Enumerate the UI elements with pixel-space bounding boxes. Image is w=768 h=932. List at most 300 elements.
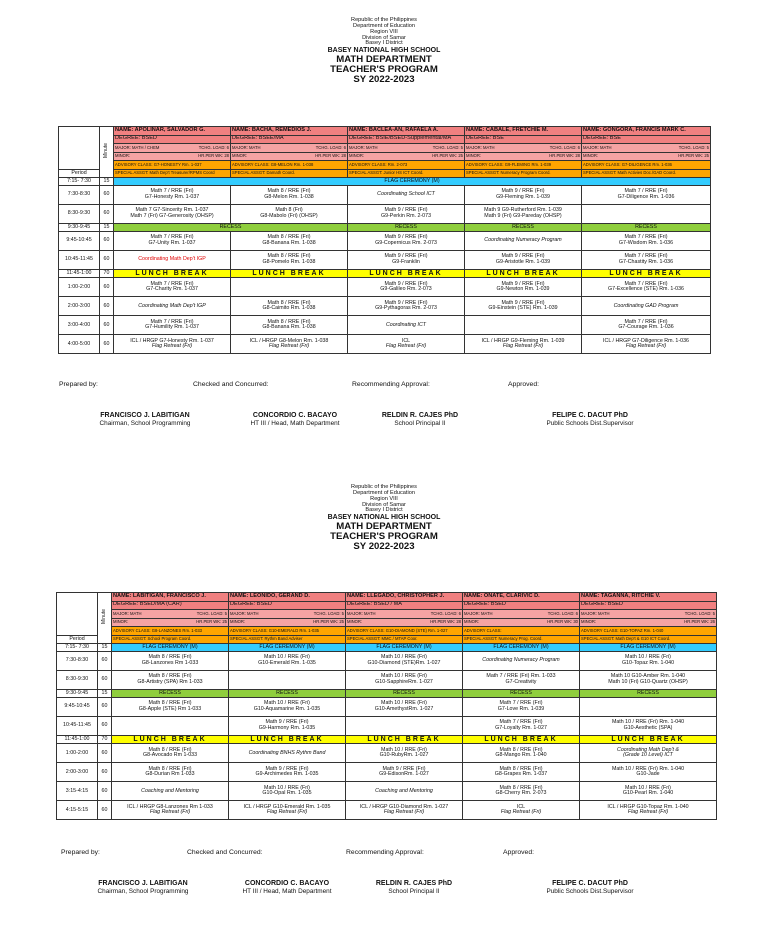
period-row <box>59 232 711 251</box>
cell-line-1: Math 10 / RRE (Fri) <box>264 654 310 661</box>
schedule-cell <box>463 671 580 690</box>
cell-line-1: Math 10 / RRE (Fri) <box>625 784 671 791</box>
cell-line-1: Coordinating School ICT <box>377 191 435 198</box>
cell-content <box>581 674 715 685</box>
recess-cell <box>348 224 465 232</box>
cell-content <box>347 691 461 697</box>
schedule-cell <box>580 801 717 820</box>
teaching-load: TCHG. LOAD: 6 <box>547 610 578 616</box>
cell-line-1: Math 9 / RRE (Fri) <box>384 299 428 306</box>
cell-line-1: Math 10 / RRE (Fri) <box>381 654 427 661</box>
teaching-load: TCHG. LOAD: 5 <box>313 610 344 616</box>
recess-cell <box>580 690 717 698</box>
cell-content <box>232 208 346 219</box>
teacher-info-row <box>59 127 711 136</box>
cell-line-1: Math 7 / RRE (Fri) Rm. 1-033 <box>486 673 556 680</box>
schedule-cell <box>463 717 580 736</box>
cell-line-1: RECESS <box>635 223 657 230</box>
cell-content <box>113 645 227 651</box>
schedule-cell <box>465 232 582 251</box>
period-time: 9:45-10:45 <box>57 698 98 717</box>
cell-content <box>347 701 461 712</box>
teacher-special-assignment: SPECIAL ASSGT: Numeracy Prog. Coord. <box>463 635 580 644</box>
period-minutes: 15 <box>100 178 114 186</box>
period-minutes: 60 <box>100 278 114 297</box>
cell-content <box>466 225 580 231</box>
schedule-cell <box>114 232 231 251</box>
period-time: 7:30-8:30 <box>57 652 98 671</box>
cell-content <box>464 674 578 685</box>
teacher-minor-value: MINOR: <box>349 153 365 159</box>
signatory-principal <box>329 880 499 895</box>
period-time: 9:30-9:45 <box>57 690 98 698</box>
header-school-year: SY 2022-2023 <box>353 73 415 85</box>
header-school-year: SY 2022-2023 <box>353 540 415 552</box>
teacher-minor <box>465 152 582 161</box>
period-row <box>57 801 717 820</box>
period-time: 3:00-4:00 <box>59 316 100 335</box>
cell-content <box>583 320 709 331</box>
period-row <box>57 744 717 763</box>
cell-line-2: Flag Retreat (Fri) <box>627 809 669 816</box>
cell-content <box>232 270 346 277</box>
header-republic: Republic of the Philippines <box>351 17 417 23</box>
recess-cell <box>582 224 711 232</box>
cell-line-2: G10-SapphireRm. 1-027 <box>375 679 433 685</box>
cell-line-1: FLAG CEREMONY (M) <box>376 643 432 650</box>
hours-per-week: HR.PER WK: 26 <box>684 619 715 625</box>
cell-content <box>581 748 715 759</box>
schedule-cell <box>463 782 580 801</box>
cell-line-1: Math 8 / RRE (Fri) <box>148 765 192 772</box>
teacher-minor <box>346 618 463 627</box>
period-minutes: 60 <box>100 335 114 354</box>
schedule-cell <box>231 316 348 335</box>
teacher-major <box>346 610 463 619</box>
cell-line-1: LUNCH BREAK <box>609 270 683 277</box>
schedule-cell <box>465 297 582 316</box>
period-minutes: 15 <box>98 690 112 698</box>
cell-line-1: Math 10 / RRE (Fri) <box>264 784 310 791</box>
teacher-special-assignment: SPECIAL ASSGT: Junior HS ICT Coord. <box>348 169 465 178</box>
hours-per-week: HR.PER WK: 25 <box>432 153 463 159</box>
period-time: 9:45-10:45 <box>59 232 100 251</box>
cell-content <box>466 238 580 244</box>
schedule-cell <box>582 297 711 316</box>
cell-content <box>115 225 346 231</box>
teacher-special-assignment: SPECIAL ASSGT: Damath Coord. <box>231 169 348 178</box>
signatory-title: Public Schools Dist.Supervisor <box>546 420 634 428</box>
cell-line-1: Math 8 / RRE (Fri) <box>148 673 192 680</box>
teacher-special-assignment: SPECIAL ASSGT: Math Activies Doc./GAD Coord. <box>582 169 711 178</box>
teacher-degree: DEGREE: BSIE/BSED-Supplemental/MA <box>348 135 465 144</box>
header-division: Division of Samar <box>362 34 406 41</box>
teacher-name: NAME: LABITIGAN, FRANCISCO J. <box>112 593 229 602</box>
cell-content <box>113 805 227 816</box>
lunch-cell <box>346 736 463 744</box>
schedule-cell <box>580 763 717 782</box>
cell-content <box>464 736 578 743</box>
cell-content <box>349 270 463 277</box>
teacher-major-value: MAJOR: MATH / CHEM <box>115 144 160 150</box>
cell-content <box>230 751 344 757</box>
signatory-title: HT III / Head, Math Department <box>250 420 340 428</box>
cell-line-1: LUNCH BREAK <box>250 736 324 743</box>
cell-line-2: G7-Excellence (STE) Rm. 1-036 <box>608 286 684 293</box>
cell-line-2: G8-Grapes Rm. 1-037 <box>494 771 548 778</box>
cell-line-1: Math 8 / RRE (Fri) <box>267 234 311 241</box>
cell-line-2: G10-Diamond (STE)Rm. 1-027 <box>367 660 441 666</box>
header-district: Basey I District <box>365 40 403 47</box>
schedule-cell <box>114 316 231 335</box>
cell-line-2: G8-Pomelo Rm. 1-038 <box>262 259 316 265</box>
minute-label: Minute <box>100 609 107 625</box>
cell-line-1: Math 7 / RRE (Fri) <box>624 253 668 260</box>
recess-row <box>57 690 717 698</box>
teaching-load: TCHG. LOAD: 5 <box>684 610 715 616</box>
teacher-advisory: ADVISORY CLASS: <box>463 627 580 636</box>
schedule-cell <box>114 297 231 316</box>
minute-label: Minute <box>102 143 109 159</box>
period-time: 1:00-2:00 <box>57 744 98 763</box>
cell-content <box>232 254 346 265</box>
cell-content <box>349 254 463 265</box>
recess-cell <box>229 690 346 698</box>
cell-line-2: G9-Newton Rm. 1-039 <box>496 286 550 293</box>
cell-content <box>581 805 715 816</box>
cell-line-1: Math 9 / RRE (Fri) <box>265 765 309 772</box>
cell-line-2: G10-Jade <box>636 771 660 778</box>
schedule-table <box>58 126 711 354</box>
period-time: 1:00-2:00 <box>59 278 100 297</box>
cell-line-2: G7-Humility Rm. 1-037 <box>145 324 199 331</box>
cell-line-1: Math 10 / RRE (Fri) <box>381 700 427 707</box>
cell-content <box>349 301 463 312</box>
period-minutes: 70 <box>100 270 114 278</box>
teaching-load: TCHG. LOAD: 5 <box>678 144 709 150</box>
cell-line-2: G9-Archimedes Rm. 1-035 <box>255 771 319 778</box>
cell-content <box>230 805 344 816</box>
period-minutes: 60 <box>98 698 112 717</box>
cell-line-1: RECESS <box>512 223 534 230</box>
cell-line-2: G10-Pearl Rm. 1-040 <box>622 790 674 797</box>
schedule-cell <box>346 763 463 782</box>
schedule-cell <box>463 744 580 763</box>
minute-header <box>98 593 112 644</box>
cell-content <box>347 674 461 685</box>
period-minutes: 60 <box>98 801 112 820</box>
cell-line-2: Flag Retreat (Fri) <box>502 343 544 350</box>
schedule-cell <box>114 186 231 205</box>
cell-line-1: LUNCH BREAK <box>367 736 441 743</box>
schedule-cell <box>348 251 465 270</box>
cell-content <box>466 189 580 200</box>
cell-content <box>464 748 578 759</box>
teacher-minor-value: MINOR: <box>230 619 246 625</box>
flag-cell <box>346 644 463 652</box>
period-row <box>59 297 711 316</box>
teacher-info-row <box>59 152 711 161</box>
cell-line-2: G7-Wisdom Rm. 1-036 <box>618 240 674 246</box>
teacher-advisory: ADVISORY CLASS: G7-HONESTY Rm. 1-037 <box>114 161 231 170</box>
sheet-header <box>0 18 768 85</box>
teacher-degree: DEGREE: BSE <box>582 135 711 144</box>
cell-line-1: ICL / HRGP G7-Honesty Rm. 1-037 <box>130 337 214 344</box>
cell-content <box>230 736 344 743</box>
signatory-title: Public Schools Dist.Supervisor <box>546 888 634 896</box>
signatory-principal <box>335 412 505 427</box>
cell-line-1: RECESS <box>510 689 532 696</box>
period-row <box>57 717 717 736</box>
cell-line-2: G8-Artistry (SPA) Rm 1-033 <box>137 679 203 685</box>
period-minutes: 60 <box>100 205 114 224</box>
period-row <box>57 671 717 690</box>
teacher-info-row <box>57 601 717 610</box>
period-minutes: 15 <box>100 224 114 232</box>
teacher-advisory: ADVISORY CLASS: G7-DILIGENCE Rm. 1-036 <box>582 161 711 170</box>
header-republic: Republic of the Philippines <box>351 484 417 490</box>
flag-cell <box>463 644 580 652</box>
recess-cell <box>346 690 463 698</box>
lunch-cell <box>229 736 346 744</box>
flag-cell <box>112 644 229 652</box>
cell-line-1: ICL / HRGP G7-Diligence Rm. 1-036 <box>603 337 689 344</box>
recess-cell <box>112 690 229 698</box>
period-minutes: 15 <box>98 644 112 652</box>
teacher-advisory: ADVISORY CLASS: G9-FLEMING Rm. 1-039 <box>465 161 582 170</box>
cell-line-1: Coordinating Math Dep't & <box>617 746 679 753</box>
cell-content <box>349 323 463 329</box>
teacher-major-value: MAJOR: MATH <box>232 144 261 150</box>
cell-content <box>230 720 344 731</box>
period-row <box>59 316 711 335</box>
teacher-special-assignment: SPECIAL ASSGT: MMC / MTAP Coor. <box>346 635 463 644</box>
header-school: BASEY NATIONAL HIGH SCHOOL <box>327 47 441 55</box>
teaching-load: TCHG. LOAD: 6 <box>315 144 346 150</box>
lunch-cell <box>231 270 348 278</box>
cell-content <box>583 270 709 277</box>
schedule-cell <box>346 717 463 736</box>
cell-line-2: G7-Charity Rm. 1-037 <box>146 286 198 293</box>
cell-line-2: G8-Cherry Rm. 2-073 <box>495 790 547 797</box>
cell-content <box>347 789 461 795</box>
cell-line-1: Math 10 / RRE (Fri) <box>625 654 671 661</box>
schedule-cell <box>582 316 711 335</box>
hours-per-week: HR.PER WK: 28 <box>430 619 461 625</box>
cell-line-1: Math 8 / RRE (Fri) <box>267 299 311 306</box>
signatory-chairman <box>60 412 230 427</box>
cell-line-1: Math 7 / RRE (Fri) <box>624 318 668 325</box>
cell-content <box>466 301 580 312</box>
teacher-minor-value: MINOR: <box>464 619 480 625</box>
teacher-advisory: ADVISORY CLASS: G8-LANZONES Rm. 1-033 <box>112 627 229 636</box>
schedule-cell <box>114 251 231 270</box>
cell-line-1: Math 9 / RRE (Fri) <box>265 719 309 726</box>
teacher-major <box>231 144 348 153</box>
header-deped: Department of Education <box>353 22 415 29</box>
header-region: Region VIII <box>370 495 398 502</box>
header-department: MATH DEPARTMENT <box>336 520 432 532</box>
cell-content <box>583 282 709 293</box>
teacher-major-value: MAJOR: MATH <box>230 610 259 616</box>
approved-label: Approved: <box>508 381 539 388</box>
cell-line-1: Math 7 / RRE (Fri) <box>150 234 194 241</box>
cell-content <box>232 235 346 246</box>
cell-line-1: Math 10 / RRE (Fri) <box>264 700 310 707</box>
schedule-cell <box>465 186 582 205</box>
teaching-load: TCHG. LOAD: 6 <box>430 610 461 616</box>
teacher-major-value: MAJOR: MATH <box>349 144 378 150</box>
period-row <box>59 335 711 354</box>
schedule-cell <box>112 744 229 763</box>
schedule-cell <box>582 278 711 297</box>
cell-content <box>115 304 229 310</box>
schedule-cell <box>346 782 463 801</box>
cell-content <box>581 691 715 697</box>
schedule-cell <box>112 652 229 671</box>
cell-line-2: G9-Fleming Rm. 1-039 <box>496 194 550 200</box>
period-minutes: 60 <box>100 232 114 251</box>
cell-line-1: Coordinating Numeracy Program <box>482 657 560 664</box>
signatory-name: FELIPE C. DACUT PhD <box>552 412 628 419</box>
cell-line-2: G9-Copernicus Rm. 2-073 <box>375 240 437 246</box>
cell-line-2: G8-Durian Rm 1-033 <box>145 771 195 778</box>
teacher-advisory: ADVISORY CLASS: Rm. 2-073 <box>348 161 465 170</box>
cell-content <box>115 179 709 185</box>
cell-content <box>115 208 229 219</box>
period-row <box>59 278 711 297</box>
cell-line-2: G9-Einstein (STE) Rm. 1-039 <box>488 305 558 312</box>
cell-content <box>232 189 346 200</box>
cell-line-2: G7-Chastity Rm. 1-036 <box>618 259 674 265</box>
schedule-cell <box>580 652 717 671</box>
teacher-minor-value: MINOR: <box>232 153 248 159</box>
teacher-special-assignment: SPECIAL ASSGT: Math Dep't Treasurer/RPMS Coord <box>114 169 231 178</box>
recess-cell <box>463 690 580 698</box>
cell-line-2: G8-Banana Rm. 1-038 <box>262 240 316 246</box>
cell-line-2: G9-Aristotle Rm. 1-039 <box>495 259 551 265</box>
period-row <box>57 652 717 671</box>
cell-content <box>464 805 578 816</box>
recess-cell <box>465 224 582 232</box>
cell-content <box>464 701 578 712</box>
period-minutes: 60 <box>98 717 112 736</box>
cell-content <box>232 339 346 350</box>
cell-line-2: G8-Avocado Rm 1-033 <box>142 752 198 759</box>
schedule-cell <box>582 186 711 205</box>
cell-line-1: Math 7 / RRE (Fri) <box>624 188 668 195</box>
lunch-cell <box>465 270 582 278</box>
cell-line-1: Math 10 / RRE (Fri) Rm. 1-040 <box>611 719 685 726</box>
teacher-degree: DEGREE: BSED <box>114 135 231 144</box>
period-row <box>59 251 711 270</box>
cell-line-1: RECESS <box>276 689 298 696</box>
schedule-cell <box>346 698 463 717</box>
schedule-cell <box>229 801 346 820</box>
cell-content <box>113 655 227 666</box>
cell-line-2: G9-Harmony Rm. 1-035 <box>258 725 316 731</box>
schedule-cell <box>231 232 348 251</box>
cell-line-1: LUNCH BREAK <box>611 736 685 743</box>
teacher-major <box>348 144 465 153</box>
teacher-info-row <box>57 618 717 627</box>
teacher-degree: DEGREE: BSED <box>229 601 346 610</box>
cell-line-1: Coordinating ICT <box>385 321 427 328</box>
teacher-major <box>582 144 711 153</box>
cell-content <box>115 282 229 293</box>
schedule-cell <box>229 652 346 671</box>
schedule-cell <box>465 251 582 270</box>
cell-line-2: (Grade 10 Level) ICT <box>623 752 673 759</box>
recommending-label: Recommending Approval: <box>346 849 424 856</box>
cell-content <box>113 789 227 795</box>
cell-content <box>115 189 229 200</box>
cell-line-1: ICL / HRGP G10-Diamond Rm. 1-027 <box>359 803 449 810</box>
header-deped: Department of Education <box>353 489 415 496</box>
cell-line-2: Flag Retreat (Fri) <box>268 343 310 350</box>
period-row <box>59 205 711 224</box>
teacher-degree: DEGREE: BSED <box>463 601 580 610</box>
cell-line-1: Math 8 / RRE (Fri) <box>267 318 311 325</box>
signatory-name: FRANCISCO J. LABITIGAN <box>100 412 190 419</box>
cell-content <box>349 339 463 350</box>
hours-per-week: HR.PER WK: 25 <box>196 619 227 625</box>
cell-content <box>113 674 227 685</box>
period-minutes: 60 <box>100 297 114 316</box>
cell-content <box>230 655 344 666</box>
lunch-row <box>57 736 717 744</box>
schedule-cell <box>229 763 346 782</box>
schedule-cell <box>229 717 346 736</box>
schedule-cell <box>463 698 580 717</box>
cell-content <box>230 701 344 712</box>
teacher-special-assignment: SPECIAL ASSGT: Math Dep't & G10 ICT Coord. <box>580 635 717 644</box>
cell-line-2: G10-RubyRm. 1-027 <box>379 752 429 759</box>
cell-line-1: ICL <box>401 337 411 344</box>
teacher-minor-value: MINOR: <box>466 153 482 159</box>
schedule-cell <box>229 698 346 717</box>
teacher-minor <box>112 618 229 627</box>
schedule-cell <box>346 744 463 763</box>
cell-line-1: Math 8 / RRE (Fri) <box>148 700 192 707</box>
schedule-cell <box>112 801 229 820</box>
teacher-advisory: ADVISORY CLASS: G8-MELON Rm. 1-038 <box>231 161 348 170</box>
schedule-cell <box>580 698 717 717</box>
schedule-cell <box>114 278 231 297</box>
schedule-cell <box>465 205 582 224</box>
teacher-info-row <box>57 627 717 636</box>
header-program: TEACHER'S PROGRAM <box>330 63 438 75</box>
cell-line-2: G8-Apple (STE) Rm 1-033 <box>138 706 202 712</box>
cell-content <box>232 320 346 331</box>
signatory-supervisor <box>505 412 675 427</box>
cell-line-1: Math 9 G9-Rutherford Rm. 1-039 <box>484 207 562 214</box>
period-time: 2:00-3:00 <box>57 763 98 782</box>
hours-per-week: HR.PER WK: 30 <box>547 619 578 625</box>
hours-per-week: HR.PER WK: 28 <box>315 153 346 159</box>
schedule-cell <box>114 205 231 224</box>
cell-line-2: G7-Honesty Rm. 1-037 <box>144 194 200 200</box>
period-time: 8:30-9:30 <box>57 671 98 690</box>
cell-line-2: G9-Perkin Rm. 2-073 <box>380 213 432 219</box>
period-minutes: 60 <box>98 763 112 782</box>
teacher-major <box>229 610 346 619</box>
teacher-minor-value: MINOR: <box>583 153 599 159</box>
cell-line-1: Math 7 / RRE (Fri) <box>150 318 194 325</box>
cell-line-2: G9-EdisonRm. 1-027 <box>379 771 429 778</box>
teacher-minor <box>580 618 717 627</box>
schedule-cell <box>348 335 465 354</box>
